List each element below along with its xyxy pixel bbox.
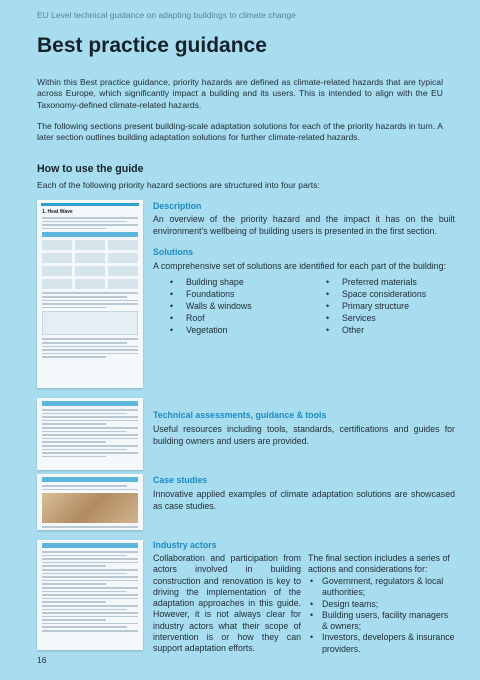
industry-actors-title: Industry actors [153,540,217,550]
thumbnail-header-bar [41,203,139,206]
case-studies-title: Case studies [153,475,208,485]
page-number: 16 [37,655,47,665]
intro-paragraph-2: The following sections present building-scale adaptation solutions for each of the priority hazards in turn. A later section outlines building adaptation solutions for further climate-related hazards. [37,121,443,143]
technical-title: Technical assessments, guidance & tools [153,410,327,420]
list-item: • Building users, facility managers & owners; [308,610,456,633]
solutions-text: A comprehensive set of solutions are identified for each part of the building: [153,261,446,271]
description-title: Description [153,201,202,211]
thumbnail-description-page [37,200,143,388]
case-studies-text: Innovative applied examples of climate adaptation solutions are showcased as case studies. [153,489,455,511]
thumbnail-technical-page [37,398,143,470]
list-item: • Foundations [170,288,252,300]
solutions-list-left [170,276,252,336]
list-item: • Space considerations [326,288,426,300]
list-item: • Preferred materials [326,276,426,288]
thumbnail-chart-graphic [42,311,138,335]
running-header: EU Level technical guidance on adapting buildings to climate change [37,10,296,20]
industry-actors-text: Collaboration and participation from actors involved in building construction and renovation is key to driving the implementation of the adaptation approaches in this guide. However, it is not always clear for industry actors what their scope of intervention is or how they can support adaptation efforts. [153,553,301,654]
solutions-list-right [326,276,426,336]
list-item: • Vegetation [170,324,252,336]
list-item: • Primary structure [326,300,426,312]
list-item: • Building shape [170,276,252,288]
thumbnail-case-study-page [37,474,143,530]
howto-heading: How to use the guide [37,163,144,175]
list-item: • Roof [170,312,252,324]
list-item: • Investors, developers & insurance providers. [308,632,456,655]
list-item: • Design teams; [308,599,456,610]
technical-text: Useful resources including tools, standards, certifications and guides for building owners and users are provided. [153,424,455,446]
howto-text: Each of the following priority hazard sections are structured into four parts: [37,180,320,190]
solutions-title: Solutions [153,247,194,257]
industry-actors-intro: The final section includes a series of actions and considerations for: [308,553,450,575]
industry-actors-list [308,576,456,655]
list-item: • Other [326,324,426,336]
list-item: • Walls & windows [170,300,252,312]
list-item: • Services [326,312,426,324]
thumbnail-case-study-image [42,493,138,523]
list-item: • Government, regulators & local authorities; [308,576,456,599]
thumbnail-title: 1. Heat Wave [42,209,73,215]
intro-paragraph-1: Within this Best practice guidance, priority hazards are defined as climate-related hazards that are typical across Europe, which significantly impact a building and its users. This is intended to align with the EU Taxonomy-defined climate-related hazards. [37,77,443,110]
thumbnail-industry-page [37,540,143,650]
page-title: Best practice guidance [37,34,267,57]
description-text: An overview of the priority hazard and the impact it has on the built environment’s wellbeing of building users is presented in the first section. [153,214,455,236]
